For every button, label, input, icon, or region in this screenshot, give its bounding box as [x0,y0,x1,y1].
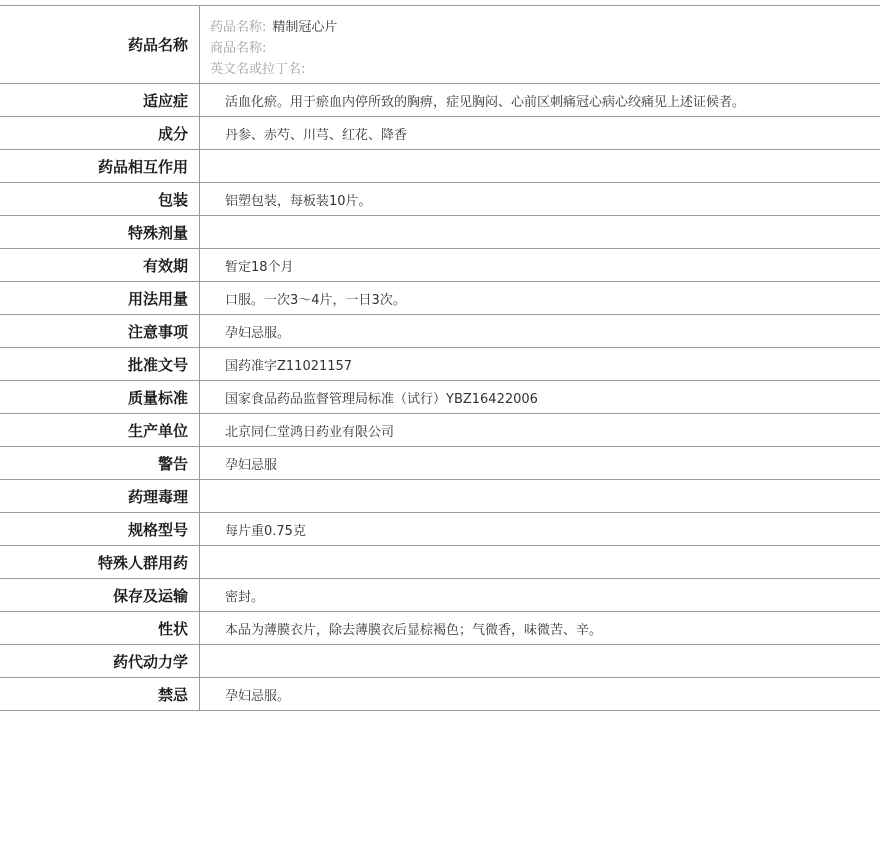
row-value [200,546,880,578]
table-row-contraindications [0,678,880,711]
row-label: 规格型号 [0,513,200,545]
row-label: 特殊人群用药 [0,546,200,578]
row-label: 性状 [0,612,200,644]
table-row-precautions [0,315,880,348]
row-label: 药代动力学 [0,645,200,677]
row-label: 注意事项 [0,315,200,347]
table-row-storage [0,579,880,612]
row-label: 用法用量 [0,282,200,314]
row-value [200,480,880,512]
row-value [200,216,880,248]
table-row-special-dosage [0,216,880,249]
row-label: 质量标准 [0,381,200,413]
table-row-packaging [0,183,880,216]
table-row-quality-standard [0,381,880,414]
row-label: 警告 [0,447,200,479]
table-row-drug-name [0,6,880,84]
row-label: 批准文号 [0,348,200,380]
generic-name-value: 精制冠心片 [272,20,338,35]
row-value: 北京同仁堂鸿日药业有限公司 [225,424,395,440]
row-value: 孕妇忌服 [225,457,278,473]
trade-name-label: 商品名称: [210,41,267,56]
drug-name-details [200,6,880,83]
row-value [200,150,880,182]
row-value: 国药准字Z11021157 [225,358,353,374]
table-row-shelf-life [0,249,880,282]
latin-name-line [210,59,880,80]
trade-name-line [210,38,880,59]
row-value: 国家食品药品监督管理局标准（试行）YBZ16422006 [225,391,538,407]
row-value: 活血化瘀。用于瘀血内停所致的胸痹，症见胸闷、心前区刺痛冠心病心绞痛见上述证候者。 [225,94,746,110]
table-row-dosage [0,282,880,315]
row-value: 丹参、赤芍、川芎、红花、降香 [225,127,408,143]
table-row-pharmacology [0,480,880,513]
table-row-warning [0,447,880,480]
table-row-special-populations [0,546,880,579]
table-row-approval-number [0,348,880,381]
row-value: 暂定18个月 [225,259,294,275]
row-label: 特殊剂量 [0,216,200,248]
row-label: 适应症 [0,84,200,116]
drug-spec-table [0,5,880,711]
row-value: 铝塑包装，每板装10片。 [225,193,372,209]
row-label: 有效期 [0,249,200,281]
table-row-interactions [0,150,880,183]
table-row-manufacturer [0,414,880,447]
row-value: 孕妇忌服。 [225,688,291,704]
row-value: 密封。 [225,589,265,605]
row-value: 本品为薄膜衣片，除去薄膜衣后显棕褐色；气微香，味微苦、辛。 [225,622,603,638]
table-row-specification [0,513,880,546]
table-row-description [0,612,880,645]
row-label: 药品相互作用 [0,150,200,182]
row-label: 药理毒理 [0,480,200,512]
table-row-indications [0,84,880,117]
row-label: 保存及运输 [0,579,200,611]
row-label: 包装 [0,183,200,215]
row-value: 每片重0.75克 [225,523,306,539]
row-value [200,645,880,677]
row-value: 孕妇忌服。 [225,325,291,341]
row-value: 口服。一次3～4片，一日3次。 [225,292,406,308]
table-row-pharmacokinetics [0,645,880,678]
row-label: 禁忌 [0,678,200,710]
generic-name-line [210,17,880,38]
row-label: 生产单位 [0,414,200,446]
row-label: 成分 [0,117,200,149]
table-row-ingredients [0,117,880,150]
generic-name-label: 药品名称: [210,20,267,35]
row-label: 药品名称 [0,6,200,83]
latin-name-label: 英文名或拉丁名: [210,62,306,77]
